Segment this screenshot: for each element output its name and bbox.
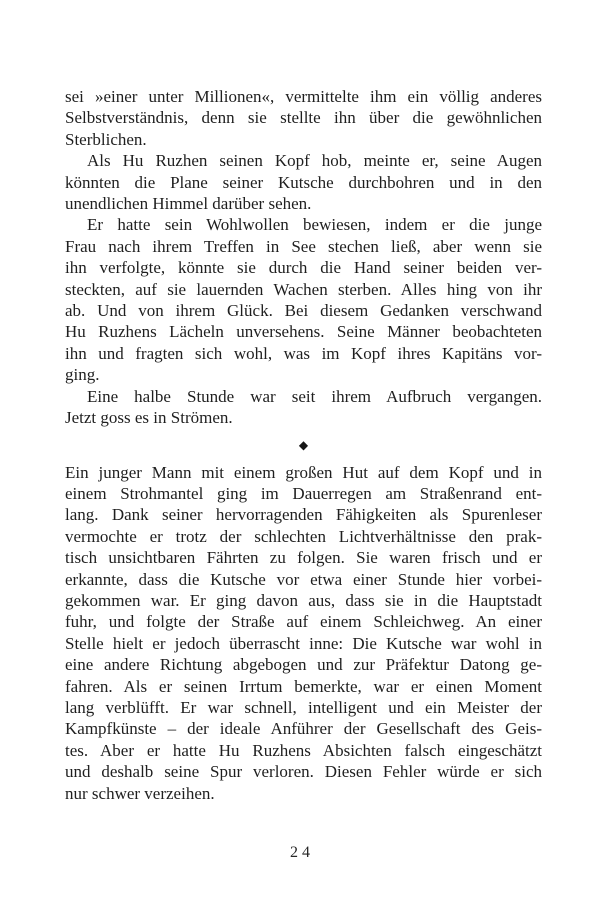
paragraph-4 <box>65 386 542 429</box>
paragraph-2 <box>65 150 542 214</box>
text-line: eine andere Richtung abgebogen und zur Präfektur Datong ge- <box>65 655 542 675</box>
text-line: ging. <box>65 365 100 385</box>
text-line: nur schwer verzeihen. <box>65 783 215 803</box>
text-line: Ein junger Mann mit einem großen Hut auf dem Kopf und in <box>65 462 542 482</box>
text-line: unendlichen Himmel darüber sehen. <box>65 194 312 214</box>
text-line: gekommen war. Er ging davon aus, dass sie in die Hauptstadt <box>65 590 542 610</box>
text-line: erkannte, dass die Kutsche vor etwa einer Stunde hier vorbei- <box>65 569 542 589</box>
text-line: tes. Aber er hatte Hu Ruzhens Absichten falsch eingeschätzt <box>65 740 542 760</box>
text-line: Eine halbe Stunde war seit ihrem Aufbruch vergangen. <box>87 386 542 406</box>
text-line: ihn und fragten sich wohl, was im Kopf ihres Kapitäns vor- <box>65 343 542 363</box>
text-line: sei »einer unter Millionen«, vermittelte ihm ein völlig anderes <box>65 87 542 106</box>
text-line: Als Hu Ruzhen seinen Kopf hob, meinte er, seine Augen <box>87 151 542 171</box>
text-line: Kampfkünste – der ideale Anführer der Gesellschaft des Geis- <box>65 719 542 739</box>
page-number <box>0 844 600 862</box>
text-line: Er hatte sein Wohlwollen bewiesen, indem er die junge <box>87 215 542 235</box>
text-line: Hu Ruzhens Lächeln unversehens. Seine Männer beobachteten <box>65 322 542 342</box>
paragraph-5 <box>65 462 542 805</box>
text-line: ab. Und von ihrem Glück. Bei diesem Gedanken verschwand <box>65 301 542 321</box>
text-line: Stelle hielt er jedoch überrascht inne: Die Kutsche war wohl in <box>65 633 542 653</box>
text-line: ihn verfolgte, könnte sie durch die Hand seiner beiden ver- <box>65 258 542 278</box>
text-line: Selbstverständnis, denn sie stellte ihn über die gewöhnlichen <box>65 108 542 128</box>
text-line: einem Strohmantel ging im Dauerregen am Straßenrand ent- <box>65 483 542 503</box>
text-line: vermochte er trotz der schlechten Lichtverhältnisse den prak- <box>65 526 542 546</box>
body-text <box>65 86 542 804</box>
text-line: Jetzt goss es in Strömen. <box>65 408 233 428</box>
text-line: steckten, auf sie lauernden Wachen sterben. Alles hing von ihr <box>65 279 542 299</box>
page-number-value: 24 <box>290 844 314 861</box>
text-line: fahren. Als er seinen Irrtum bemerkte, war er einen Moment <box>65 676 542 696</box>
paragraph-3 <box>65 214 542 385</box>
text-line: lang verblüfft. Er war schnell, intelligent und ein Meister der <box>65 697 542 717</box>
text-line: Frau nach ihrem Treffen in See stechen ließ, aber wenn sie <box>65 236 542 256</box>
scene-divider <box>65 429 542 462</box>
text-line: könnten die Plane seiner Kutsche durchbohren und in den <box>65 172 542 192</box>
text-line: Sterblichen. <box>65 129 147 149</box>
diamond-icon: ◆ <box>298 438 309 452</box>
text-line: tisch unsichtbaren Fährten zu folgen. Sie waren frisch und er <box>65 548 542 568</box>
text-line: fuhr, und folgte der Straße auf einem Schleichweg. An einer <box>65 612 542 632</box>
paragraph-1 <box>65 86 542 150</box>
text-line: lang. Dank seiner hervorragenden Fähigkeiten als Spurenleser <box>65 505 542 525</box>
text-line: und deshalb seine Spur verloren. Diesen Fehler würde er sich <box>65 762 542 782</box>
